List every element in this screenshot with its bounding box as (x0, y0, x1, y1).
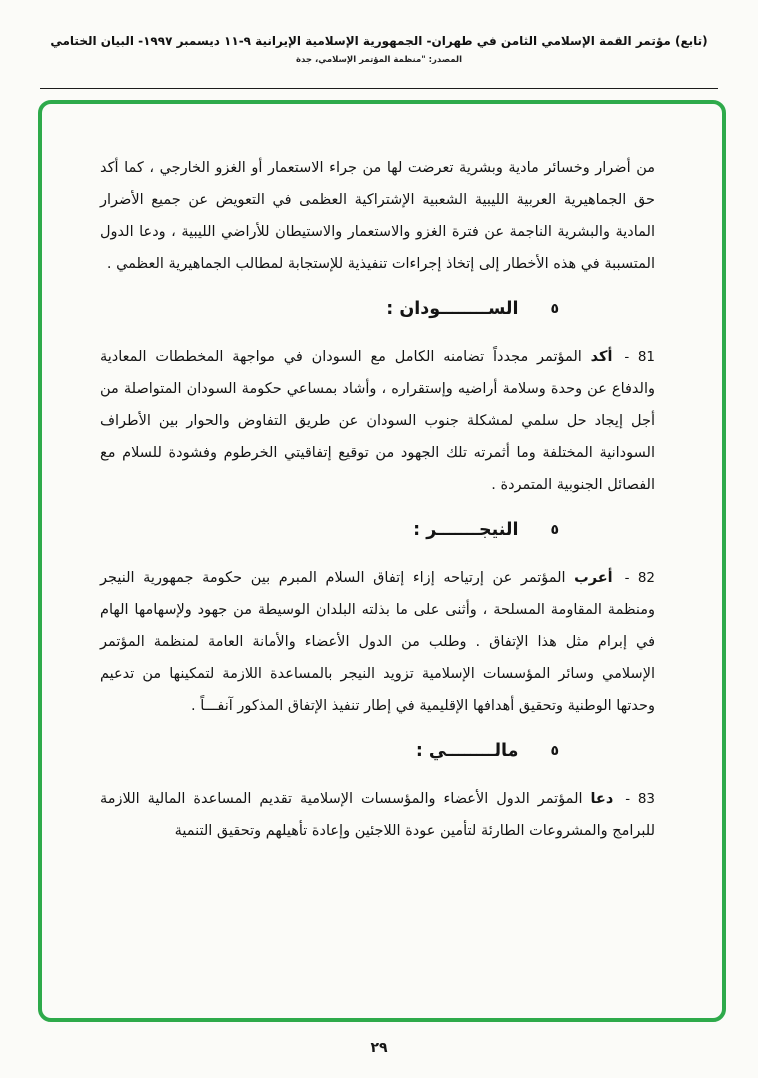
item-lead: دعا (590, 791, 614, 807)
page-number: ٢٩ (370, 1040, 388, 1056)
section-heading (100, 293, 559, 326)
header-title: (تابع) مؤتمر القمة الإسلامي الثامن في طهران- الجمهورية الإسلامية الإيرانية ٩-١١ ديسمبر ١٩٩٧- البيان الختامي (50, 34, 708, 48)
section-heading (100, 735, 559, 768)
item-paragraph-text: المؤتمر عن إرتياحه إزاء إتفاق السلام المبرم بين حكومة جمهورية النيجر ومنظمة المقاومة المسلحة ، وأثنى على ما بذلته البلدان الوسيطة من جهود ولإسهامها الهام في إبرام مثل هذا الإتفاق . وطلب من الدول الأعضاء والأمانة العامة لمنظمة المؤتمر الإسلامي وسائر المؤسسات الإسلامية تزويد النيجر بالمساعدة اللازمة لتمكينها من تدعيم وحدتها الوطنية وتحقيق أهدافها الإقليمية في إطار تنفيذ الإتفاق المذكور آنفـــاً . (100, 570, 655, 714)
header-source: المصدر: "منظمة المؤتمر الإسلامي، جدة (295, 55, 463, 65)
section-bullet-icon: ٥ (550, 522, 559, 538)
section-bullet-icon: ٥ (550, 743, 559, 759)
section-heading (100, 514, 559, 547)
section-title: النيجـــــــر : (413, 520, 519, 540)
item-number: 83 - (625, 791, 655, 807)
header-divider (40, 88, 718, 89)
intro-paragraph: من أضرار وخسائر مادية وبشرية تعرضت لها من جراء الاستعمار أو الغزو الخارجي ، كما أكد حق الجماهيرية العربية الليبية الشعبية الإشتراكية العظمى في التعويض عن جميع الأضرار المادية والبشرية الناجمة عن فترة الغزو والاستعمار والاستيطان للأراضي الليبية ، ودعا الدول المتسببة في هذه الأخطار إلى إتخاذ إجراءات تنفيذية للإستجابة لمطالب الجماهيرية العظمي . (100, 160, 655, 272)
page-header (0, 34, 758, 65)
numbered-item (100, 562, 655, 722)
section-bullet-icon: ٥ (550, 301, 559, 317)
item-lead: أكد (590, 349, 613, 365)
section-mali (100, 735, 655, 847)
document-body (100, 152, 655, 847)
section-title: الســــــــودان : (386, 299, 519, 319)
item-paragraph-text: المؤتمر الدول الأعضاء والمؤسسات الإسلامية تقديم المساعدة المالية اللازمة للبرامج والمشروعات الطارئة لتأمين عودة اللاجئين وإعادة تأهيلهم وتحقيق التنمية (100, 791, 655, 839)
numbered-item (100, 341, 655, 501)
section-sudan (100, 293, 655, 501)
section-title: مالــــــــي : (415, 741, 519, 761)
item-number: 81 - (624, 349, 655, 365)
item-number: 82 - (624, 570, 655, 586)
item-paragraph-text: المؤتمر مجدداً تضامنه الكامل مع السودان في مواجهة المخططات المعادية والدفاع عن وحدة وسلامة أراضيه وإستقراره ، وأشاد بمساعي حكومة السودان المتواصلة من أجل إيجاد حل سلمي لمشكلة جنوب السودان عن طريق التفاوض والحوار بين الأطراف السودانية المختلفة وما أثمرته تلك الجهود من توقيع إتفاقيتي الخرطوم وفشودة للسلام مع الفصائل الجنوبية المتمردة . (100, 349, 655, 493)
numbered-item (100, 783, 655, 847)
item-lead: أعرب (574, 570, 613, 586)
section-niger (100, 514, 655, 722)
